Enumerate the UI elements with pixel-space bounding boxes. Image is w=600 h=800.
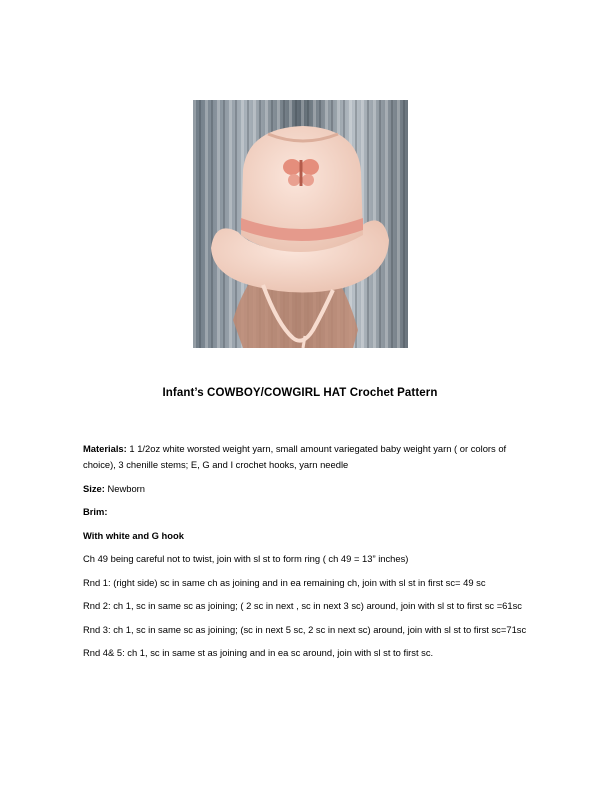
materials-text-line2: choice), 3 chenille stems; E, G and I crochet hooks, yarn needle xyxy=(83,458,349,470)
instruction-round-2: Rnd 2: ch 1, sc in same sc as joining; ( 2 sc in next , sc in next 3 sc) around, join with sl st to first sc =61sc xyxy=(83,600,522,611)
hook-heading: With white and G hook xyxy=(83,530,184,541)
instruction-round-1: Rnd 1: (right side) sc in same ch as joining and in ea remaining ch, join with sl st in first sc= 49 sc xyxy=(83,577,486,588)
materials-text-line1: 1 1/2oz white worsted weight yarn, small amount variegated baby weight yarn ( or colors of xyxy=(126,443,507,454)
materials-paragraph xyxy=(83,441,523,472)
size-paragraph xyxy=(83,483,145,494)
page-title: Infant’s COWBOY/COWGIRL HAT Crochet Pattern xyxy=(162,387,438,399)
hat-photo-image xyxy=(193,100,408,348)
size-value: Newborn xyxy=(104,483,146,494)
instruction-chain: Ch 49 being careful not to twist, join with sl st to form ring ( ch 49 = 13” inches) xyxy=(83,553,409,564)
hat-photo xyxy=(193,100,408,348)
materials-label: Materials: xyxy=(83,443,127,454)
instruction-round-3: Rnd 3: ch 1, sc in same sc as joining; (sc in next 5 sc, 2 sc in next sc) around, join with sl st to first sc=71sc xyxy=(83,624,527,635)
brim-heading: Brim: xyxy=(83,506,108,517)
size-label: Size: xyxy=(83,483,105,494)
instruction-round-4-5: Rnd 4& 5: ch 1, sc in same st as joining and in ea sc around, join with sl st to first sc. xyxy=(83,647,434,658)
